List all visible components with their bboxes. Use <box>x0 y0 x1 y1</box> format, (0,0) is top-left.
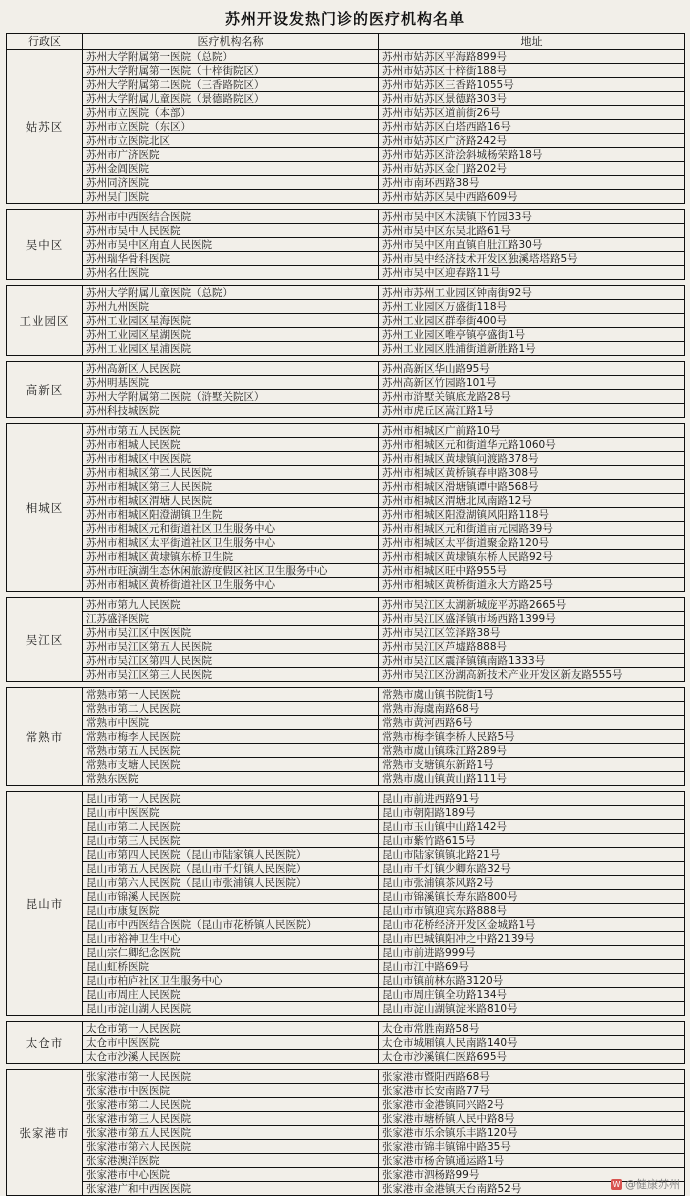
table-row <box>7 466 685 480</box>
institution-cell: 张家港澳洋医院 <box>83 1154 379 1168</box>
table-row <box>7 362 685 376</box>
institution-cell: 苏州明基医院 <box>83 376 379 390</box>
institution-cell: 苏州市相城人民医院 <box>83 438 379 452</box>
address-cell: 苏州市相城区元和街道亩元园路39号 <box>379 522 685 536</box>
table-row <box>7 598 685 612</box>
table-row <box>7 792 685 806</box>
address-cell: 苏州高新区竹园路101号 <box>379 376 685 390</box>
region-cell: 常熟市 <box>7 688 83 786</box>
region-cell: 吴江区 <box>7 598 83 682</box>
table-row <box>7 64 685 78</box>
address-cell: 昆山市玉山镇中山路142号 <box>379 820 685 834</box>
region-cell: 工业园区 <box>7 286 83 356</box>
table-row <box>7 1112 685 1126</box>
table-row <box>7 210 685 224</box>
institution-cell: 常熟市支塘人民医院 <box>83 758 379 772</box>
address-cell: 苏州市相城区渭塘北凤南路12号 <box>379 494 685 508</box>
table-header-row <box>7 34 685 50</box>
table-row <box>7 134 685 148</box>
table-row <box>7 1140 685 1154</box>
institution-cell: 苏州市相城区中医医院 <box>83 452 379 466</box>
table-row <box>7 1022 685 1036</box>
institution-cell: 苏州瑞华骨科医院 <box>83 252 379 266</box>
address-cell: 苏州工业园区群奉街400号 <box>379 314 685 328</box>
institution-cell: 苏州市第五人民医院 <box>83 424 379 438</box>
address-cell: 苏州市吴江区盛泽镇市场西路1399号 <box>379 612 685 626</box>
address-cell: 苏州市姑苏区白塔西路16号 <box>379 120 685 134</box>
institution-cell: 苏州市立医院（东区） <box>83 120 379 134</box>
table-row <box>7 758 685 772</box>
weibo-icon: W <box>612 1179 621 1189</box>
address-cell: 苏州市虎丘区嵩江路1号 <box>379 404 685 418</box>
institution-cell: 张家港市中医医院 <box>83 1084 379 1098</box>
table-row <box>7 1182 685 1196</box>
institution-cell: 苏州市中西医结合医院 <box>83 210 379 224</box>
address-cell: 苏州市苏州工业园区钟南街92号 <box>379 286 685 300</box>
address-cell: 昆山市周庄镇全功路134号 <box>379 988 685 1002</box>
table-row <box>7 438 685 452</box>
address-cell: 苏州市吴江区震泽镇镇南路1333号 <box>379 654 685 668</box>
table-row <box>7 536 685 550</box>
address-cell: 常熟市虞山镇书院街1号 <box>379 688 685 702</box>
table-row <box>7 1002 685 1016</box>
address-cell: 苏州市姑苏区道前街26号 <box>379 106 685 120</box>
address-cell: 苏州市浒墅关镇底龙路28号 <box>379 390 685 404</box>
institution-cell: 太仓市沙溪人民医院 <box>83 1050 379 1064</box>
institution-cell: 苏州市吴中区甪直人民医院 <box>83 238 379 252</box>
table-row <box>7 148 685 162</box>
table-row <box>7 404 685 418</box>
institution-cell: 苏州工业园区星海医院 <box>83 314 379 328</box>
table-row <box>7 1050 685 1064</box>
address-cell: 昆山市前进西路91号 <box>379 792 685 806</box>
institution-cell: 昆山市第三人民医院 <box>83 834 379 848</box>
address-cell: 昆山市陆家镇镇北路21号 <box>379 848 685 862</box>
address-cell: 苏州工业园区万盛街118号 <box>379 300 685 314</box>
address-cell: 苏州市姑苏区浒浍斜城杨荣路18号 <box>379 148 685 162</box>
institution-cell: 张家港市中心医院 <box>83 1168 379 1182</box>
address-cell: 苏州市姑苏区十梓街188号 <box>379 64 685 78</box>
institution-cell: 苏州市相城区黄桥街道社区卫生服务中心 <box>83 578 379 592</box>
institution-cell: 常熟市第五人民医院 <box>83 744 379 758</box>
table-row <box>7 522 685 536</box>
institution-cell: 太仓市第一人民医院 <box>83 1022 379 1036</box>
address-cell: 苏州工业园区唯亭镇亭盛街1号 <box>379 328 685 342</box>
address-cell: 常熟市支塘镇东新路1号 <box>379 758 685 772</box>
table-row <box>7 702 685 716</box>
table-row <box>7 946 685 960</box>
column-header-address: 地址 <box>379 34 685 50</box>
address-cell: 苏州市相城区阳澄湖镇风阳路118号 <box>379 508 685 522</box>
institution-cell: 昆山市中医医院 <box>83 806 379 820</box>
table-row <box>7 508 685 522</box>
institution-cell: 张家港广和中西医医院 <box>83 1182 379 1196</box>
address-cell: 张家港市锦丰镇锦中路35号 <box>379 1140 685 1154</box>
institution-cell: 昆山市裕神卫生中心 <box>83 932 379 946</box>
institution-cell: 张家港市第三人民医院 <box>83 1112 379 1126</box>
table-row <box>7 688 685 702</box>
institution-cell: 苏州市相城区第三人民医院 <box>83 480 379 494</box>
institution-cell: 苏州工业园区星湖医院 <box>83 328 379 342</box>
institution-cell: 苏州市吴江区第三人民医院 <box>83 668 379 682</box>
table-row <box>7 1154 685 1168</box>
address-cell: 昆山市张浦镇茶风路2号 <box>379 876 685 890</box>
institution-cell: 太仓市中医医院 <box>83 1036 379 1050</box>
table-row <box>7 328 685 342</box>
address-cell: 苏州市吴江区芦墟路888号 <box>379 640 685 654</box>
institution-cell: 苏州市吴中人民医院 <box>83 224 379 238</box>
address-cell: 苏州市姑苏区金门路202号 <box>379 162 685 176</box>
address-cell: 苏州市相城区旺中路955号 <box>379 564 685 578</box>
institution-cell: 常熟东医院 <box>83 772 379 786</box>
institution-cell: 常熟市中医院 <box>83 716 379 730</box>
table-row <box>7 300 685 314</box>
address-cell: 昆山市巴城镇阳冲之中路2139号 <box>379 932 685 946</box>
table-row <box>7 654 685 668</box>
column-header-region: 行政区 <box>7 34 83 50</box>
address-cell: 苏州工业园区胜浦街道新胜路1号 <box>379 342 685 356</box>
address-cell: 苏州市吴中经济技术开发区独溪塔塔路5号 <box>379 252 685 266</box>
table-row <box>7 960 685 974</box>
institution-cell: 昆山市第五人民医院（昆山市千灯镇人民医院） <box>83 862 379 876</box>
institution-cell: 昆山市第六人民医院（昆山市张浦镇人民医院） <box>83 876 379 890</box>
address-cell: 苏州市相城区黄埭镇问渡路378号 <box>379 452 685 466</box>
address-cell: 昆山市淀山湖镇淀米路810号 <box>379 1002 685 1016</box>
institution-cell: 昆山市第二人民医院 <box>83 820 379 834</box>
institution-cell: 苏州大学附属儿童医院（总院） <box>83 286 379 300</box>
table-row <box>7 848 685 862</box>
institution-cell: 苏州大学附属第一医院（总院） <box>83 50 379 64</box>
address-cell: 张家港市金港镇天台南路52号 <box>379 1182 685 1196</box>
address-cell: 昆山市千灯镇少卿东路32号 <box>379 862 685 876</box>
institution-cell: 昆山市康复医院 <box>83 904 379 918</box>
address-cell: 苏州市姑苏区景德路303号 <box>379 92 685 106</box>
table-row <box>7 716 685 730</box>
institution-cell: 苏州工业园区星浦医院 <box>83 342 379 356</box>
address-cell: 太仓市沙溪镇仁医路695号 <box>379 1050 685 1064</box>
table-row <box>7 1098 685 1112</box>
table-row <box>7 974 685 988</box>
institution-cell: 苏州市吴江区中医医院 <box>83 626 379 640</box>
address-cell: 太仓市常胜南路58号 <box>379 1022 685 1036</box>
table-row <box>7 106 685 120</box>
table-row <box>7 238 685 252</box>
institution-cell: 苏州市立医院（本部） <box>83 106 379 120</box>
address-cell: 昆山市市镇迎宾东路888号 <box>379 904 685 918</box>
table-row <box>7 390 685 404</box>
table-row <box>7 578 685 592</box>
address-cell: 张家港市杨舍镇通运路1号 <box>379 1154 685 1168</box>
address-cell: 苏州市南环西路38号 <box>379 176 685 190</box>
table-row <box>7 342 685 356</box>
table-row <box>7 252 685 266</box>
address-cell: 苏州市相城区滑塘镇谭中路568号 <box>379 480 685 494</box>
institution-cell: 昆山市柏庐社区卫生服务中心 <box>83 974 379 988</box>
table-row <box>7 550 685 564</box>
address-cell: 苏州市姑苏区广济路242号 <box>379 134 685 148</box>
table-row <box>7 494 685 508</box>
institution-cell: 昆山市周庄人民医院 <box>83 988 379 1002</box>
address-cell: 苏州市吴中区东吴北路61号 <box>379 224 685 238</box>
table-row <box>7 286 685 300</box>
institution-cell: 苏州市相城区第二人民医院 <box>83 466 379 480</box>
region-cell: 高新区 <box>7 362 83 418</box>
watermark <box>611 1176 680 1192</box>
institution-cell: 昆山市锦溪人民医院 <box>83 890 379 904</box>
table-row <box>7 314 685 328</box>
institution-cell: 张家港市第二人民医院 <box>83 1098 379 1112</box>
institution-cell: 苏州市相城区元和街道社区卫生服务中心 <box>83 522 379 536</box>
address-cell: 苏州市相城区太平街道聚金路120号 <box>379 536 685 550</box>
table-row <box>7 1036 685 1050</box>
table-row <box>7 834 685 848</box>
table-row <box>7 988 685 1002</box>
institution-cell: 昆山市第一人民医院 <box>83 792 379 806</box>
institution-cell: 苏州大学附属第一医院（十梓街院区） <box>83 64 379 78</box>
table-row <box>7 1168 685 1182</box>
institution-cell: 张家港市第六人民医院 <box>83 1140 379 1154</box>
address-cell: 常熟市虞山镇珠江路289号 <box>379 744 685 758</box>
region-cell: 姑苏区 <box>7 50 83 204</box>
table-row <box>7 876 685 890</box>
address-cell: 昆山市锦溪镇长寿东路800号 <box>379 890 685 904</box>
institution-cell: 苏州市相城区渭塘人民医院 <box>83 494 379 508</box>
institution-cell: 常熟市第一人民医院 <box>83 688 379 702</box>
table-row <box>7 730 685 744</box>
address-cell: 苏州市吴中区甪直镇自肚江路30号 <box>379 238 685 252</box>
address-cell: 苏州市相城区广前路10号 <box>379 424 685 438</box>
institution-cell: 昆山市淀山湖人民医院 <box>83 1002 379 1016</box>
table-row <box>7 92 685 106</box>
institution-cell: 苏州名仕医院 <box>83 266 379 280</box>
table-row <box>7 640 685 654</box>
address-cell: 常熟市虞山镇黄山路111号 <box>379 772 685 786</box>
address-cell: 昆山市前进路999号 <box>379 946 685 960</box>
institution-cell: 张家港市第一人民医院 <box>83 1070 379 1084</box>
institution-cell: 苏州吴门医院 <box>83 190 379 204</box>
institution-cell: 苏州科技城医院 <box>83 404 379 418</box>
table-row <box>7 772 685 786</box>
address-cell: 苏州市吴江区汾湖高新技术产业开发区新友路555号 <box>379 668 685 682</box>
institution-cell: 张家港市第五人民医院 <box>83 1126 379 1140</box>
address-cell: 苏州市相城区黄桥镇春申路308号 <box>379 466 685 480</box>
address-cell: 张家港市暨阳西路68号 <box>379 1070 685 1084</box>
table-row <box>7 626 685 640</box>
address-cell: 张家港市泗杨路99号 <box>379 1168 685 1182</box>
table-row <box>7 1126 685 1140</box>
address-cell: 张家港市乐余镇乐丰路120号 <box>379 1126 685 1140</box>
table-row <box>7 1070 685 1084</box>
table-row <box>7 50 685 64</box>
institution-cell: 苏州市第九人民医院 <box>83 598 379 612</box>
table-row <box>7 190 685 204</box>
watermark-label: @健康苏州 <box>625 1178 680 1191</box>
institution-cell: 苏州大学附属儿童医院（景德路院区） <box>83 92 379 106</box>
institution-cell: 苏州市吴江区第五人民医院 <box>83 640 379 654</box>
institution-cell: 昆山宗仁卿纪念医院 <box>83 946 379 960</box>
table-row <box>7 820 685 834</box>
fever-clinic-table <box>6 33 685 1196</box>
region-cell: 昆山市 <box>7 792 83 1016</box>
table-row <box>7 806 685 820</box>
institution-cell: 苏州九州医院 <box>83 300 379 314</box>
region-cell: 吴中区 <box>7 210 83 280</box>
table-row <box>7 424 685 438</box>
table-row <box>7 224 685 238</box>
address-cell: 昆山市江中路69号 <box>379 960 685 974</box>
institution-cell: 苏州市相城区黄埭镇东桥卫生院 <box>83 550 379 564</box>
table-row <box>7 918 685 932</box>
table-row <box>7 564 685 578</box>
address-cell: 常熟市海虞南路68号 <box>379 702 685 716</box>
institution-cell: 苏州大学附属第二医院（三香路院区） <box>83 78 379 92</box>
table-row <box>7 452 685 466</box>
address-cell: 苏州市相城区元和街道华元路1060号 <box>379 438 685 452</box>
address-cell: 苏州市相城区黄埭镇东桥人民路92号 <box>379 550 685 564</box>
address-cell: 苏州市姑苏区三香路1055号 <box>379 78 685 92</box>
institution-cell: 苏州同济医院 <box>83 176 379 190</box>
address-cell: 昆山市花桥经济开发区金城路1号 <box>379 918 685 932</box>
address-cell: 张家港市金港镇同兴路2号 <box>379 1098 685 1112</box>
institution-cell: 苏州金阊医院 <box>83 162 379 176</box>
address-cell: 苏州市相城区黄桥街道永大方路25号 <box>379 578 685 592</box>
address-cell: 昆山市紫竹路615号 <box>379 834 685 848</box>
table-row <box>7 890 685 904</box>
region-cell: 相城区 <box>7 424 83 592</box>
institution-cell: 苏州市吴江区第四人民医院 <box>83 654 379 668</box>
address-cell: 昆山市朝阳路189号 <box>379 806 685 820</box>
region-cell: 张家港市 <box>7 1070 83 1196</box>
institution-cell: 昆山虹桥医院 <box>83 960 379 974</box>
table-body <box>7 50 685 1196</box>
institution-cell: 昆山市第四人民医院（昆山市陆家镇人民医院） <box>83 848 379 862</box>
table-row <box>7 862 685 876</box>
table-row <box>7 78 685 92</box>
institution-cell: 苏州市旺演湖生态休闲旅游度假区社区卫生服务中心 <box>83 564 379 578</box>
table-row <box>7 266 685 280</box>
address-cell: 张家港市塘桥镇人民中路8号 <box>379 1112 685 1126</box>
address-cell: 苏州市吴江区笠泽路38号 <box>379 626 685 640</box>
address-cell: 常熟市梅李镇李桥人民路5号 <box>379 730 685 744</box>
institution-cell: 常熟市梅李人民医院 <box>83 730 379 744</box>
institution-cell: 苏州大学附属第二医院（浒墅关院区） <box>83 390 379 404</box>
table-row <box>7 480 685 494</box>
institution-cell: 昆山市中西医结合医院（昆山市花桥镇人民医院） <box>83 918 379 932</box>
region-cell: 太仓市 <box>7 1022 83 1064</box>
address-cell: 苏州市吴中区木渎镇下竹园33号 <box>379 210 685 224</box>
address-cell: 苏州市姑苏区平海路899号 <box>379 50 685 64</box>
institution-cell: 苏州高新区人民医院 <box>83 362 379 376</box>
institution-cell: 苏州市相城区太平街道社区卫生服务中心 <box>83 536 379 550</box>
table-row <box>7 376 685 390</box>
institution-cell: 苏州市广济医院 <box>83 148 379 162</box>
address-cell: 苏州高新区华山路95号 <box>379 362 685 376</box>
address-cell: 常熟市黄河西路6号 <box>379 716 685 730</box>
address-cell: 张家港市长安南路77号 <box>379 1084 685 1098</box>
institution-cell: 苏州市相城区阳澄湖镇卫生院 <box>83 508 379 522</box>
table-row <box>7 120 685 134</box>
address-cell: 苏州市吴江区太湖新城庞平苏路2665号 <box>379 598 685 612</box>
address-cell: 苏州市姑苏区吴中西路609号 <box>379 190 685 204</box>
table-row <box>7 162 685 176</box>
institution-cell: 常熟市第二人民医院 <box>83 702 379 716</box>
institution-cell: 苏州市立医院北区 <box>83 134 379 148</box>
address-cell: 太仓市城厢镇人民南路140号 <box>379 1036 685 1050</box>
page-title: 苏州开设发热门诊的医疗机构名单 <box>224 10 465 28</box>
table-row <box>7 932 685 946</box>
table-row <box>7 904 685 918</box>
table-row <box>7 668 685 682</box>
address-cell: 昆山市镇前林东路3120号 <box>379 974 685 988</box>
address-cell: 苏州市吴中区迎春路11号 <box>379 266 685 280</box>
table-row <box>7 176 685 190</box>
institution-cell: 江苏盛泽医院 <box>83 612 379 626</box>
column-header-institution: 医疗机构名称 <box>83 34 379 50</box>
table-row <box>7 1084 685 1098</box>
table-row <box>7 612 685 626</box>
table-row <box>7 744 685 758</box>
